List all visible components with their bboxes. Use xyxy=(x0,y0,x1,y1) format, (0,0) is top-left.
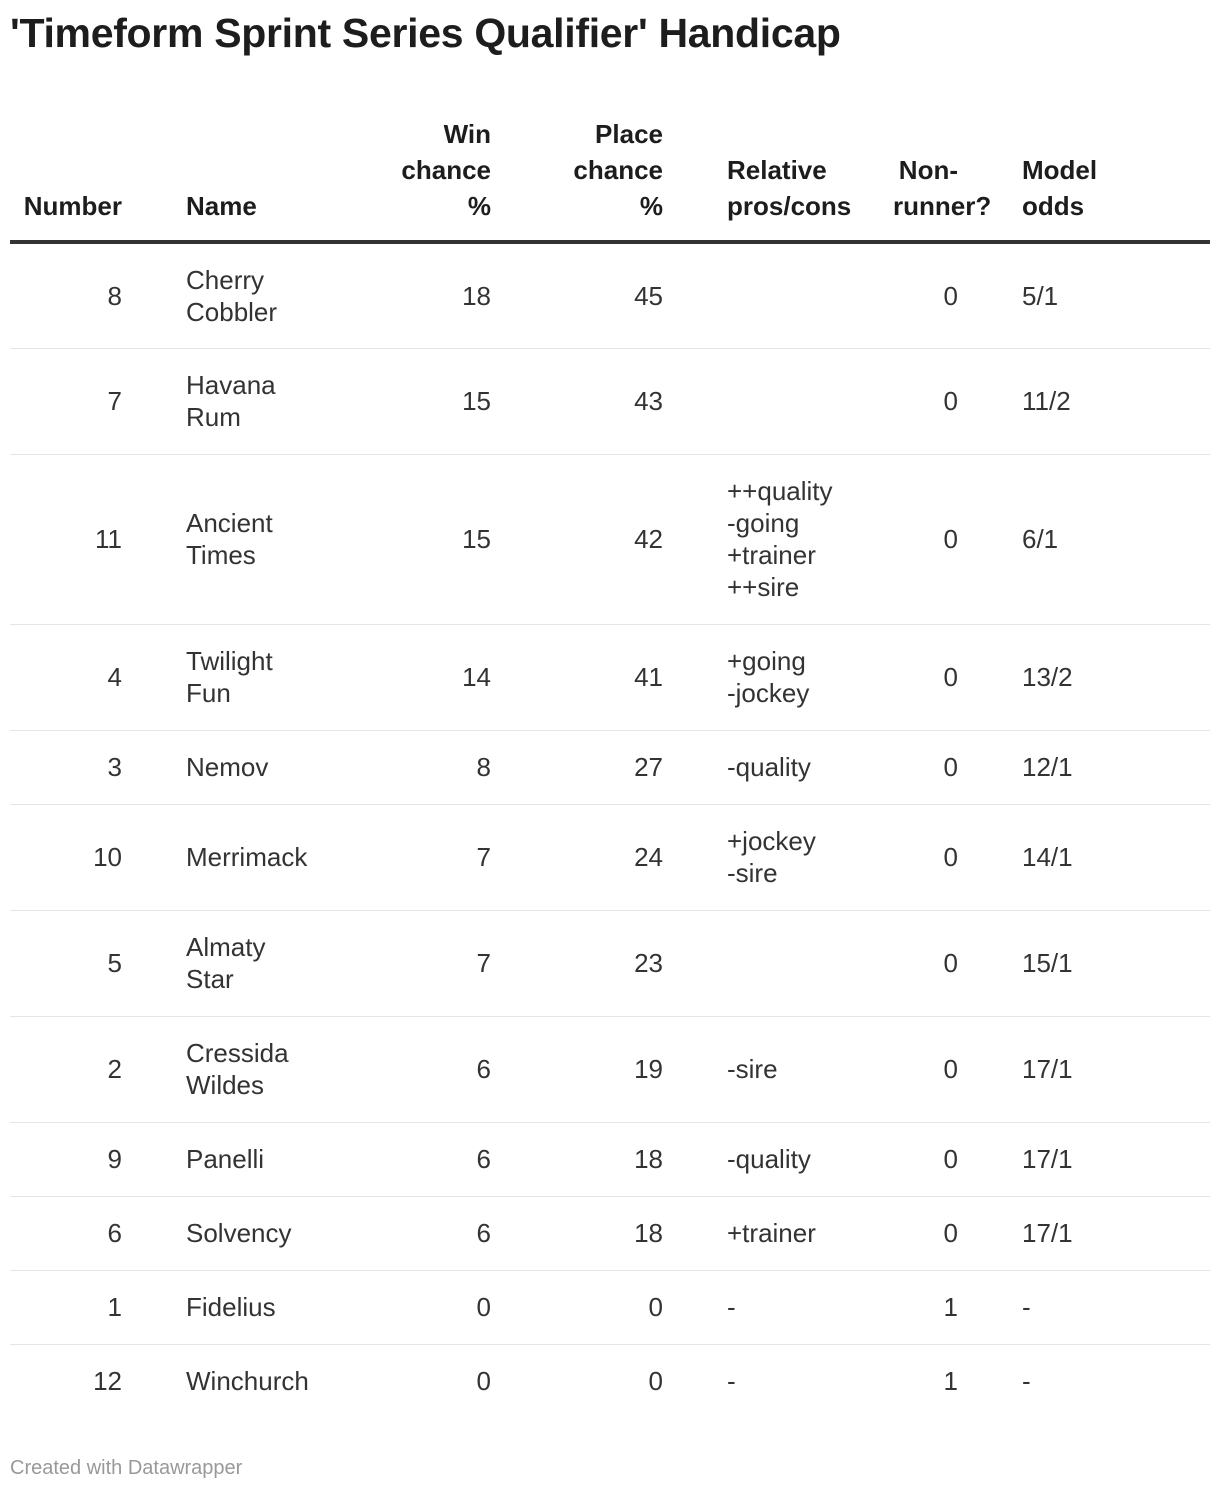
header-label-line: chance xyxy=(401,155,491,185)
cell-pros-cons xyxy=(727,804,893,910)
cell-name-line: Ancient xyxy=(186,508,273,538)
cell-non-runner: 0 xyxy=(893,348,958,454)
table-row xyxy=(10,1270,1210,1344)
cell-pros-cons-line: -quality xyxy=(727,752,811,782)
cell-pros-cons-line: +going xyxy=(727,646,806,676)
cell-name-line: Cressida xyxy=(186,1038,289,1068)
cell-place-chance: 43 xyxy=(491,348,663,454)
cell-number: 7 xyxy=(10,348,122,454)
cell-non-runner: 1 xyxy=(893,1270,958,1344)
table-row xyxy=(10,1016,1210,1122)
cell-name-line: Fidelius xyxy=(186,1292,276,1322)
cell-model-odds: 17/1 xyxy=(958,1122,1210,1196)
cell-model-odds: 11/2 xyxy=(958,348,1210,454)
cell-name xyxy=(186,242,336,348)
cell-name-line: Rum xyxy=(186,402,241,432)
cell-model-odds: 13/2 xyxy=(958,624,1210,730)
cell-pros-cons-line: -sire xyxy=(727,858,778,888)
table-body xyxy=(10,242,1210,1418)
cell-place-chance: 42 xyxy=(491,454,663,624)
header-label-line: pros/cons xyxy=(727,191,852,221)
cell-pros-cons xyxy=(727,1196,893,1270)
header-win-chance[interactable] xyxy=(336,112,491,242)
table-row xyxy=(10,1344,1210,1418)
cell-win-chance: 6 xyxy=(336,1016,491,1122)
header-label-line: Model xyxy=(1022,155,1098,185)
header-label-line: chance xyxy=(573,155,663,185)
cell-name-line: Fun xyxy=(186,678,231,708)
cell-name-line: Panelli xyxy=(186,1144,265,1174)
header-label-line: Win xyxy=(443,119,491,149)
cell-pros-cons-line: -jockey xyxy=(727,678,810,708)
cell-number: 9 xyxy=(10,1122,122,1196)
cell-number: 5 xyxy=(10,910,122,1016)
cell-number: 11 xyxy=(10,454,122,624)
cell-pros-cons-line: ++sire xyxy=(727,572,800,602)
cell-name xyxy=(186,1016,336,1122)
cell-non-runner: 0 xyxy=(893,730,958,804)
cell-name xyxy=(186,624,336,730)
cell-model-odds: 6/1 xyxy=(958,454,1210,624)
cell-pros-cons-line: +trainer xyxy=(727,1218,816,1248)
cell-pros-cons xyxy=(727,910,893,1016)
cell-name-line: Winchurch xyxy=(186,1366,309,1397)
cell-pros-cons-line: +trainer xyxy=(727,540,816,570)
cell-place-chance: 0 xyxy=(648,1366,663,1397)
cell-place-chance: 0 xyxy=(491,1270,663,1344)
header-relative-pros-cons[interactable] xyxy=(727,112,893,242)
header-label-line: odds xyxy=(1022,191,1085,221)
cell-model-odds: - xyxy=(958,1270,1210,1344)
cell-place-chance: 27 xyxy=(491,730,663,804)
table-row xyxy=(10,804,1210,910)
table-row xyxy=(10,624,1210,730)
table-row xyxy=(10,454,1210,624)
cell-name xyxy=(186,348,336,454)
cell-win-chance: 14 xyxy=(336,624,491,730)
cell-non-runner: 0 xyxy=(893,1122,958,1196)
cell-name-line: Star xyxy=(186,964,234,994)
header-number[interactable] xyxy=(10,112,122,242)
cell-name xyxy=(186,1122,336,1196)
cell-win-chance: 6 xyxy=(336,1196,491,1270)
cell-win-chance: 18 xyxy=(336,242,491,348)
cell-non-runner: 0 xyxy=(893,1016,958,1122)
cell-place-chance: 24 xyxy=(491,804,663,910)
cell-number: 4 xyxy=(10,624,122,730)
header-name[interactable] xyxy=(186,112,336,242)
cell-name xyxy=(186,454,336,624)
cell-pros-cons xyxy=(727,1122,893,1196)
header-label-line: runner? xyxy=(893,191,992,221)
cell-name xyxy=(186,1344,336,1418)
cell-number: 10 xyxy=(10,804,122,910)
table-header-row xyxy=(10,112,1210,242)
header-label-line: Name xyxy=(186,191,257,221)
cell-model-odds: 17/1 xyxy=(958,1016,1210,1122)
footer-credit: Created with Datawrapper xyxy=(10,1457,243,1479)
cell-model-odds: 5/1 xyxy=(958,242,1210,348)
cell-number: 3 xyxy=(10,730,122,804)
table-row xyxy=(10,1196,1210,1270)
cell-name xyxy=(186,1270,336,1344)
cell-name-line: Cobbler xyxy=(186,296,278,327)
cell-pros-cons-line: +jockey xyxy=(727,826,816,856)
cell-win-chance: 15 xyxy=(336,348,491,454)
cell-place-chance: 19 xyxy=(491,1016,663,1122)
cell-name xyxy=(186,910,336,1016)
cell-pros-cons xyxy=(727,454,893,624)
cell-name-line: Solvency xyxy=(186,1218,292,1248)
cell-place-chance: 23 xyxy=(491,910,663,1016)
cell-place-chance: 45 xyxy=(491,242,663,348)
cell-pros-cons-line: -sire xyxy=(727,1054,778,1084)
cell-pros-cons xyxy=(727,348,893,454)
cell-non-runner: 0 xyxy=(893,1196,958,1270)
cell-place-chance: 18 xyxy=(491,1196,663,1270)
table-row xyxy=(10,730,1210,804)
cell-pros-cons-line: -quality xyxy=(727,1144,811,1174)
cell-place-chance: 18 xyxy=(491,1122,663,1196)
cell-name-line: Merrimack xyxy=(186,842,308,872)
table-row xyxy=(10,910,1210,1016)
cell-non-runner: 0 xyxy=(893,910,958,1016)
cell-pros-cons-line: -going xyxy=(727,508,800,538)
cell-number: 8 xyxy=(10,242,122,348)
cell-non-runner: 1 xyxy=(943,1366,958,1397)
header-model-odds[interactable] xyxy=(958,112,1210,242)
cell-win-chance: 6 xyxy=(336,1122,491,1196)
cell-pros-cons xyxy=(727,1270,893,1344)
cell-pros-cons xyxy=(727,242,893,348)
cell-win-chance: 7 xyxy=(336,910,491,1016)
cell-name-line: Cherry xyxy=(186,264,265,295)
cell-name-line: Havana xyxy=(186,370,276,400)
cell-non-runner: 0 xyxy=(893,242,958,348)
table-row xyxy=(10,242,1210,348)
cell-model-odds: 17/1 xyxy=(958,1196,1210,1270)
cell-name-line: Wildes xyxy=(186,1070,265,1100)
cell-win-chance: 7 xyxy=(336,804,491,910)
header-label-line: Non- xyxy=(898,155,958,185)
header-place-chance[interactable] xyxy=(491,112,663,242)
cell-number: 1 xyxy=(10,1270,122,1344)
table-row xyxy=(10,1122,1210,1196)
header-label-line: Number xyxy=(23,191,122,221)
cell-model-odds: 12/1 xyxy=(958,730,1210,804)
cell-name-line: Twilight xyxy=(186,646,273,676)
cell-model-odds: 14/1 xyxy=(958,804,1210,910)
cell-name xyxy=(186,730,336,804)
cell-non-runner: 0 xyxy=(893,624,958,730)
cell-number: 2 xyxy=(10,1016,122,1122)
header-label-line: Place xyxy=(595,119,663,149)
odds-table xyxy=(10,112,1210,1418)
cell-pros-cons xyxy=(727,624,893,730)
cell-non-runner: 0 xyxy=(893,804,958,910)
cell-win-chance: 0 xyxy=(476,1366,491,1397)
header-label-line: % xyxy=(639,191,663,221)
cell-name-line: Times xyxy=(186,540,256,570)
cell-pros-cons-line: ++quality xyxy=(727,476,833,506)
cell-name xyxy=(186,804,336,910)
header-label-line: Relative xyxy=(727,155,827,185)
cell-pros-cons xyxy=(727,1344,893,1418)
chart-title: 'Timeform Sprint Series Qualifier' Handicap xyxy=(10,10,841,56)
cell-name-line: Almaty xyxy=(186,932,266,962)
table-row xyxy=(10,348,1210,454)
cell-name-line: Nemov xyxy=(186,752,269,782)
cell-win-chance: 15 xyxy=(336,454,491,624)
cell-win-chance: 0 xyxy=(336,1270,491,1344)
header-label-line: % xyxy=(467,191,491,221)
header-non-runner[interactable] xyxy=(893,112,992,242)
cell-model-odds: - xyxy=(1022,1366,1031,1397)
cell-pros-cons xyxy=(727,1016,893,1122)
cell-pros-cons-line: - xyxy=(727,1366,736,1397)
cell-non-runner: 0 xyxy=(893,454,958,624)
cell-name xyxy=(186,1196,336,1270)
cell-number: 12 xyxy=(93,1366,122,1397)
cell-number: 6 xyxy=(10,1196,122,1270)
cell-win-chance: 8 xyxy=(336,730,491,804)
cell-pros-cons xyxy=(727,730,893,804)
cell-model-odds: 15/1 xyxy=(958,910,1210,1016)
cell-pros-cons-line: - xyxy=(727,1292,736,1322)
cell-place-chance: 41 xyxy=(491,624,663,730)
